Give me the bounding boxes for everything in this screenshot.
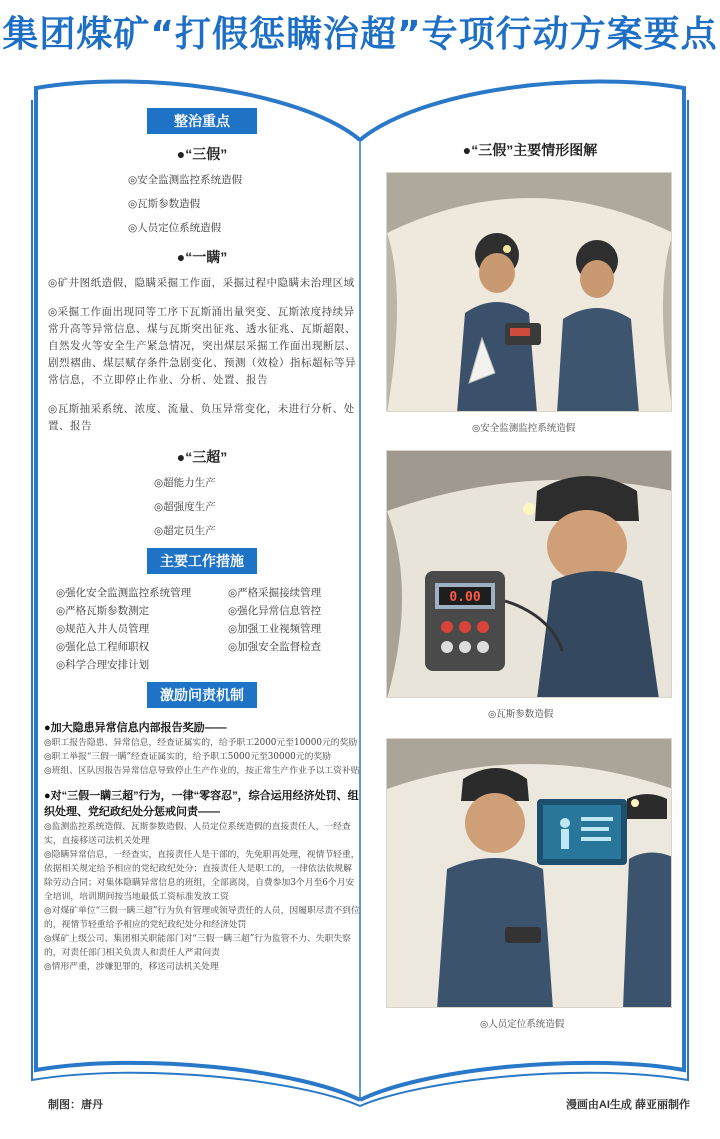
sanjia-list (128, 172, 360, 237)
page-title: 集团煤矿“打假惩瞒治超”专项行动方案要点 (2, 14, 718, 55)
list-item: ◎强化总工程师职权 (56, 641, 150, 653)
illustration-personnel-positioning (386, 738, 672, 1008)
reward-item: ◎班组、区队因报告异常信息导致停止生产作业的，按正常生产作业予以工资补贴 (44, 766, 360, 776)
reward-item: ◎职工举报“三假一瞒”经查证属实的，给予职工5000元至30000元的奖励 (44, 752, 331, 762)
device-reading: 0.00 (449, 590, 481, 605)
yiman-paragraph: ◎矿井图纸造假，隐瞒采掘工作面，采掘过程中隐瞒未治理区域 (48, 277, 355, 289)
credit-comic-maker: 漫画由AI生成 薛亚丽制作 (565, 1099, 690, 1111)
reward-item: ◎职工报告隐患、异常信息，经查证属实的，给予职工2000元至10000元的奖励 (44, 738, 358, 748)
illustration-heading: ●“三假”主要情形图解 (462, 142, 598, 158)
illustration-caption: ◎人员定位系统造假 (480, 1019, 565, 1030)
illustration-caption: ◎安全监测监控系统造假 (472, 423, 576, 434)
measures-column-left (56, 584, 228, 674)
punish-item: ◎对煤矿单位“三假一瞒三超”行为负有管理或领导责任的人员，因履职尽责不到位的，视情节轻重给予相应的党纪政纪处分和经济处罚 (44, 906, 360, 930)
punish-heading: ●对“三假一瞒三超”行为，一律“零容忍”，综合运用经济处罚、组织处理、党纪政纪处分惩戒问责—— (44, 790, 359, 818)
illustration-monitoring (386, 172, 672, 412)
punish-item: ◎煤矿上级公司、集团相关职能部门对“三假一瞒三超”行为监管不力、失职失察的，对责任部门相关负责人和责任人严肃问责 (44, 934, 351, 958)
reward-heading: ●加大隐患异常信息内部报告奖励—— (44, 722, 227, 734)
measures-grid (56, 584, 360, 674)
measures-column-right (228, 584, 368, 674)
list-item: ◎严格瓦斯参数测定 (56, 605, 150, 617)
yiman-heading: ●“一瞒” (176, 249, 228, 265)
punish-item: ◎监测监控系统造假、瓦斯参数造假、人员定位系统造假的直接责任人，一经查实，直接移送司法机关处理 (44, 822, 351, 846)
illustration-gas-parameters (386, 450, 672, 698)
sanchao-list (154, 475, 360, 540)
list-item: ◎强化安全监测监控系统管理 (56, 587, 192, 599)
section-label-measures: 主要工作措施 (147, 548, 257, 574)
right-page (380, 140, 680, 1030)
list-item: ◎超定员生产 (154, 525, 216, 537)
list-item: ◎科学合理安排计划 (56, 659, 150, 671)
yiman-paragraph: ◎采掘工作面出现同等工序下瓦斯涌出量突变、瓦斯浓度持续异常升高等异常信息、煤与瓦斯突出征兆、透水征兆、瓦斯超限、自然发火等安全生产紧急情况，突出煤层采掘工作面出现断层、剧烈褶曲、煤层赋存条件急剧变化、预测（效检）指标超标等异常信息，不立即停止作业、分析、处置、报告 (48, 306, 356, 386)
credit-chart-maker: 制图：唐丹 (48, 1099, 103, 1111)
yiman-paragraph: ◎瓦斯抽采系统、浓度、流量、负压异常变化，未进行分析、处置、报告 (48, 403, 355, 432)
list-item: ◎加强工业视频管理 (228, 623, 322, 635)
list-item: ◎规范入井人员管理 (56, 623, 150, 635)
sanjia-heading: ●“三假” (176, 146, 228, 162)
punish-item: ◎隐瞒异常信息，一经查实，直接责任人是干部的，先免职再处理，视情节轻重，依据相关规定给予相应的党纪政纪处分；直接责任人是职工的，一律依法依规解除劳动合同；对集体隐瞒异常信息的班组，全部离岗，自费参加3个月至6个月安全培训，培训期间按当地最低工资标准发放工资 (44, 850, 360, 902)
illustration-caption: ◎瓦斯参数造假 (488, 709, 554, 720)
list-item: ◎人员定位系统造假 (128, 222, 222, 234)
list-item: ◎超能力生产 (154, 477, 216, 489)
list-item: ◎安全监测监控系统造假 (128, 174, 243, 186)
list-item: ◎严格采掘接续管理 (228, 587, 322, 599)
left-page (44, 108, 360, 974)
punish-item: ◎情形严重，涉嫌犯罪的，移送司法机关处理 (44, 962, 219, 972)
list-item: ◎强化异常信息管控 (228, 605, 322, 617)
section-label-accountability: 激励问责机制 (147, 682, 257, 708)
list-item: ◎瓦斯参数造假 (128, 198, 201, 210)
list-item: ◎加强安全监督检查 (228, 641, 322, 653)
section-label-focus: 整治重点 (147, 108, 257, 134)
list-item: ◎超强度生产 (154, 501, 216, 513)
sanchao-heading: ●“三超” (176, 449, 228, 465)
